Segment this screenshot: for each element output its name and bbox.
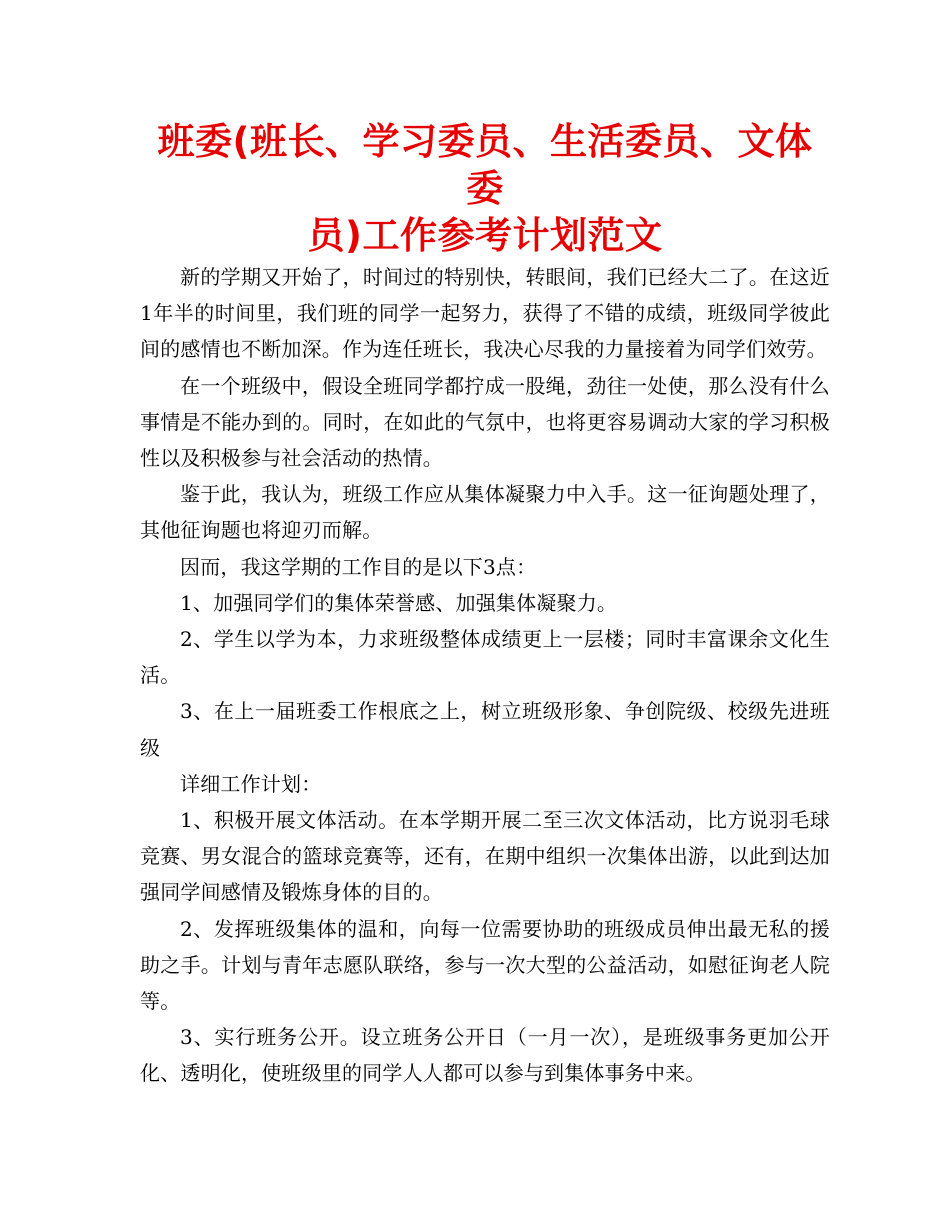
paragraph-goal-1: 1、加强同学们的集体荣誉感、加强集体凝聚力。 xyxy=(180,590,618,615)
paragraph-plan-3: 3、实行班务公开。设立班务公开日（一月一次），是班级事务更加公开化、透明化，使班级里的同学人人都可以参与到集体事务中来。 xyxy=(140,1025,830,1086)
paragraph-approach: 鉴于此，我认为，班级工作应从集体凝聚力中入手。这一征询题处理了，其他征询题也将迎刃而解。 xyxy=(140,482,830,543)
title-line-2: 员)工作参考计划范文 xyxy=(307,214,663,257)
paragraph-goals-heading: 因而，我这学期的工作目的是以下3点： xyxy=(180,554,537,579)
paragraph-plan-2: 2、发挥班级集体的温和，向每一位需要协助的班级成员伸出最无私的援助之手。计划与青年志愿队联络，参与一次大型的公益活动，如慰征询老人院等。 xyxy=(140,916,830,1014)
paragraph-intro: 新的学期又开始了，时间过的特别快，转眼间，我们已经大二了。在这近1年半的时间里，我们班的同学一起努力，获得了不错的成绩，班级同学彼此间的感情也不断加深。作为连任班长，我决心尽我的力量接着为同学们效劳。 xyxy=(140,265,830,362)
document-title xyxy=(140,118,830,259)
document-body xyxy=(140,259,830,1092)
paragraph-unity: 在一个班级中，假设全班同学都拧成一股绳，劲往一处使，那么没有什么事情是不能办到的。同时，在如此的气氛中，也将更容易调动大家的学习积极性以及积极参与社会活动的热情。 xyxy=(140,373,830,471)
title-line-1: 班委(班长、学习委员、生活委员、文体委 xyxy=(157,120,813,210)
paragraph-plan-1: 1、积极开展文体活动。在本学期开展二至三次文体活动，比方说羽毛球竞赛、男女混合的篮球竞赛等，还有，在期中组织一次集体出游，以此到达加强同学间感情及锻炼身体的目的。 xyxy=(140,808,830,905)
paragraph-goal-2: 2、学生以学为本，力求班级整体成绩更上一层楼；同时丰富课余文化生活。 xyxy=(140,627,830,688)
paragraph-plan-heading: 详细工作计划： xyxy=(180,771,322,796)
document-page xyxy=(140,118,830,1092)
paragraph-goal-3: 3、在上一届班委工作根底之上，树立班级形象、争创院级、校级先进班级 xyxy=(140,699,830,760)
